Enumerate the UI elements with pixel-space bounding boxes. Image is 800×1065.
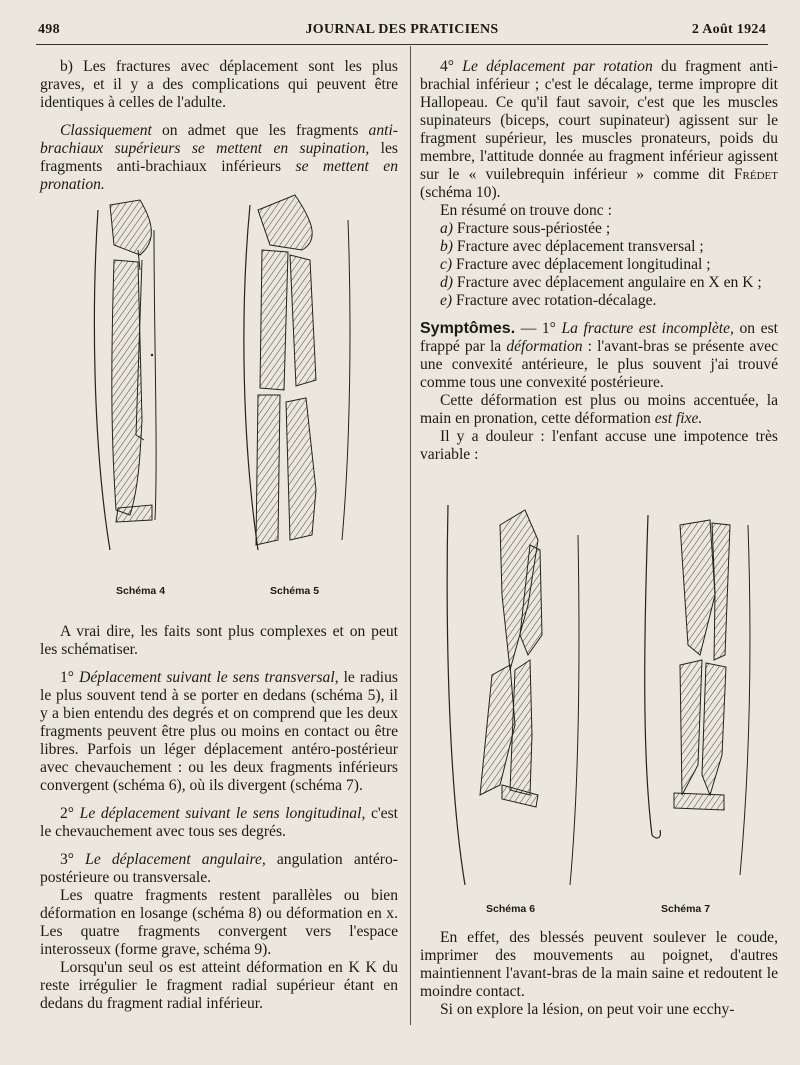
list-letter: a) [440, 220, 453, 237]
text: le radius le plus souvent tend à se porter en dedans (schéma 5), il y a bien entendu des degrés et on comprend que les deux fragments peuvent être plus ou moins en contact ou être libres. Parfois un léger déplacement antéro-postérieur avec chevauchement : ou les deux fragments inférieurs convergent (schéma 6), où ils divergent (schéma 7). [40, 669, 398, 794]
paragraph [40, 805, 398, 841]
section-number: 1° [60, 669, 75, 686]
italic-text: déformation [506, 338, 583, 355]
section-heading: Symptômes. [420, 320, 516, 337]
italic-text: se mettent en pronation. [40, 158, 398, 193]
list-item [420, 220, 778, 238]
schema-7-drawing [645, 515, 750, 875]
left-column-bottom [40, 623, 398, 1013]
list-item [420, 292, 778, 310]
paragraph [420, 320, 778, 392]
schema-6-caption: Schéma 6 [486, 903, 536, 915]
section-number: 2° [60, 805, 75, 822]
right-column-top [420, 58, 778, 464]
italic-heading: Le déplacement angulaire, [85, 851, 266, 868]
schema-4-drawing [94, 200, 156, 550]
schema-5-drawing [244, 195, 350, 550]
italic-text: est fixe. [654, 410, 703, 427]
paragraph [40, 669, 398, 795]
paragraph: Les quatre fragments restent parallèles ou bien déformation en losange (schéma 8) ou déformation en x. Les quatre fragments convergent vers l'espace interosseux (forme grave, schéma 9). [40, 887, 398, 958]
text: (schéma 10). [420, 184, 501, 201]
paragraph: En effet, des blessés peuvent soulever le coude, imprimer des mouvements au poignet, d'autres maintiennent l'avant-bras de la main saine et redoutent le moindre contact. [420, 929, 778, 1000]
figure-schemas-6-7 [430, 495, 780, 905]
text: angulation antéro-postérieure ou transversale. [40, 851, 398, 886]
page-header [38, 22, 766, 42]
paragraph [420, 58, 778, 202]
text: — 1° [515, 320, 562, 337]
text: on est frappé par la [420, 320, 778, 355]
paragraph [40, 122, 398, 194]
paragraph [420, 392, 778, 428]
left-column-top [40, 58, 398, 194]
list-letter: e) [440, 292, 453, 309]
text: on admet que les fragments [151, 122, 369, 139]
list-text: Fracture avec rotation-décalage. [452, 292, 657, 309]
issue-date: 2 Août 1924 [691, 22, 766, 37]
list-text: Fracture avec déplacement longitudinal ; [452, 256, 711, 273]
italic-heading: Le déplacement suivant le sens longitudinal, [79, 805, 366, 822]
paragraph: Lorsqu'un seul os est atteint déformation en K K du reste irrégulier le fragment radial supérieur étant en dedans du fragment radial inférieur. [40, 959, 398, 1012]
list-letter: d) [440, 274, 453, 291]
section-number: 4° [440, 58, 455, 75]
text: : l'avant-bras se présente avec une convexité antérieure, le plus souvent j'ai trouvé comme tous une convexité postérieure. [420, 338, 778, 391]
paragraph [40, 851, 398, 887]
list-text: Fracture sous-périostée ; [453, 220, 611, 237]
schema-6-drawing [447, 505, 579, 885]
list-text: Fracture avec déplacement transversal ; [453, 238, 704, 255]
text: , les fragments anti-brachiaux inférieurs [40, 140, 399, 175]
italic-heading: Déplacement suivant le sens transversal, [79, 669, 339, 686]
text: Cette déformation est plus ou moins accentuée, la main en pronation, cette déformation [420, 392, 778, 427]
italic-text: La fracture est incomplète, [561, 320, 734, 337]
schema-4-caption: Schéma 4 [116, 585, 166, 597]
schema-5-caption: Schéma 5 [270, 585, 320, 597]
list-item [420, 256, 778, 274]
paragraph: Il y a douleur : l'enfant accuse une impotence très variable : [420, 428, 778, 463]
summary-list [420, 220, 778, 310]
schema-7-caption: Schéma 7 [661, 903, 711, 915]
paragraph: b) Les fractures avec déplacement sont les plus graves, et il y a des complications qui peuvent être identiques à celles de l'adulte. [40, 58, 398, 111]
author-name: Frédet [733, 166, 778, 183]
figure-schemas-4-5 [80, 190, 370, 590]
list-letter: c) [440, 256, 453, 273]
header-rule [36, 44, 768, 45]
italic-heading: Le déplacement par rotation [462, 58, 653, 75]
right-column-bottom [420, 929, 778, 1019]
list-letter: b) [440, 238, 453, 255]
paragraph: A vrai dire, les faits sont plus complexes et on peut les schématiser. [40, 623, 398, 658]
italic-text: Classiquement [60, 122, 152, 139]
paragraph: Si on explore la lésion, on peut voir une ecchy- [440, 1001, 735, 1018]
list-item [420, 238, 778, 256]
text: du fragment anti-brachial inférieur ; c'est le décalage, terme impropre dit Hallopeau. Ce qu'il faut savoir, c'est que les muscles supinateurs (biceps, court supinateur) agissent sur le fragment supérieur, les muscles pronateurs, poids du membre, l'attitude donnée au fragment inférieur agissent sur le « vuilebrequin inférieur » comme dit [420, 58, 778, 183]
section-number: 3° [60, 851, 75, 868]
list-text: Fracture avec déplacement angulaire en X en K ; [453, 274, 762, 291]
text: c'est le chevauchement avec tous ses degrés. [40, 805, 398, 840]
paragraph: En résumé on trouve donc : [440, 202, 612, 219]
column-divider [410, 46, 411, 1025]
page-number: 498 [38, 22, 60, 37]
journal-title: JOURNAL DES PRATICIENS [305, 22, 499, 37]
list-item [420, 274, 778, 292]
italic-text: anti-brachiaux supérieurs se mettent en supination [40, 122, 398, 157]
